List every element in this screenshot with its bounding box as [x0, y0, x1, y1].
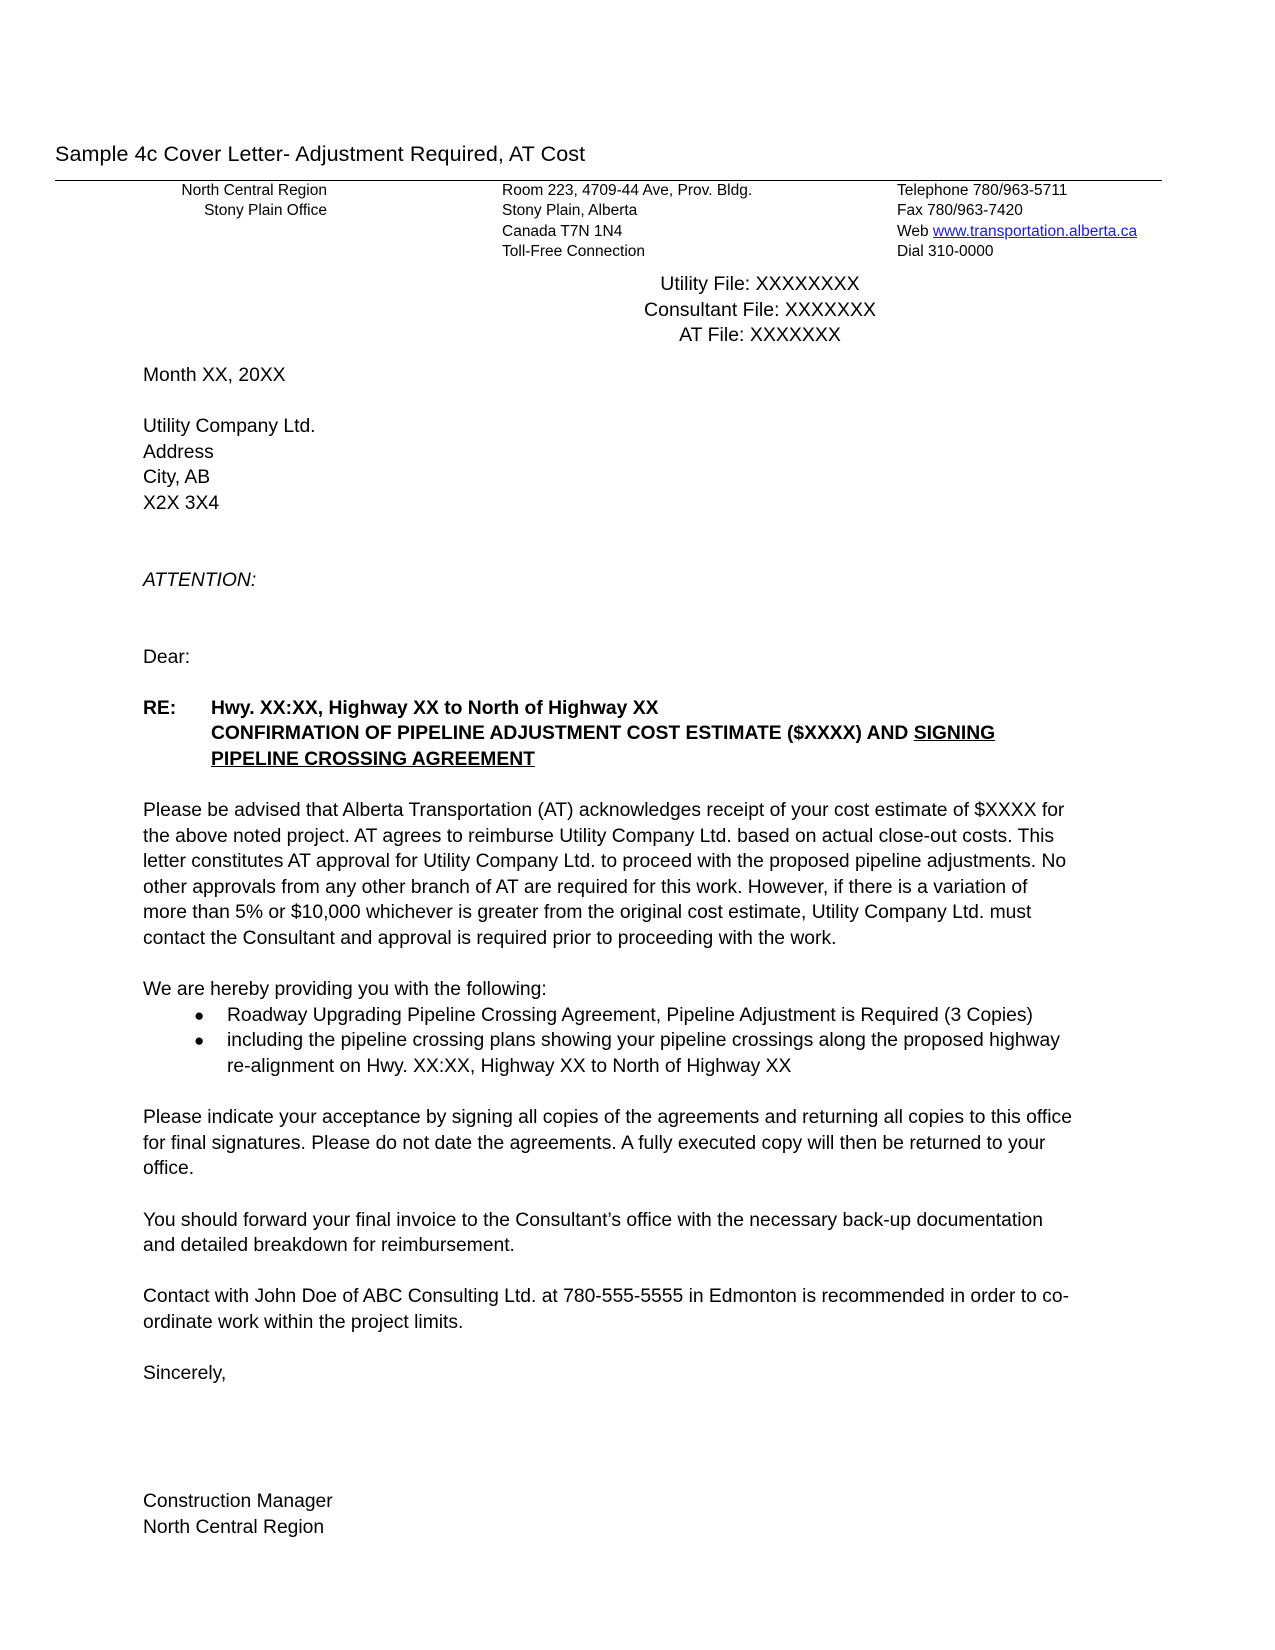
attention-line: ATTENTION: [143, 569, 257, 591]
letter-date: Month XX, 20XX [143, 365, 286, 386]
spacer [143, 1336, 1073, 1362]
spacer [143, 593, 1073, 619]
deliverables-list [143, 1003, 1073, 1080]
letterhead-address-line-4: Toll-Free Connection [502, 243, 646, 261]
letterhead-region-column [55, 181, 327, 222]
recipient-address: Address [143, 441, 214, 463]
bullet-icon: ● [194, 1005, 205, 1025]
closing: Sincerely, [143, 1363, 227, 1385]
paragraph-1: Please be advised that Alberta Transportation (AT) acknowledges receipt of your cost estimate of $XXXX for the above noted project. AT agrees to reimburse Utility Company Ltd. based on actual close-out costs. This letter constitutes AT approval for Utility Company Ltd. to proceed with the proposed pipeline adjustments. No other approvals from any other branch of AT are required for this work. However, if there is a variation of more than 5% or $10,000 whichever is greater from the original cost estimate, Utility Company Ltd. must contact the Consultant and approval is required prior to proceeding with the work. [143, 800, 1067, 950]
consultant-file-reference: Consultant File: XXXXXXX [644, 298, 876, 321]
letterhead-fax: Fax 780/963-7420 [897, 202, 1023, 220]
letterhead-address-line-1: Room 223, 4709-44 Ave, Prov. Bldg. [502, 182, 753, 199]
letterhead-web [897, 222, 1165, 242]
subject-label: RE: [143, 697, 177, 719]
spacer [143, 1182, 1073, 1208]
spacer [143, 1464, 1073, 1490]
recipient-postal-code: X2X 3X4 [143, 492, 220, 514]
spacer [143, 517, 1073, 543]
subject-line-2 [211, 721, 1073, 747]
spacer [143, 1438, 1073, 1464]
recipient-address-block [143, 414, 1073, 516]
letterhead-telephone: Telephone 780/963-5711 [897, 182, 1068, 199]
utility-file-reference: Utility File: XXXXXXXX [660, 273, 860, 295]
paragraph-3: Please indicate your acceptance by signing all copies of the agreements and returning all copies to this office for final signatures. Please do not date the agreements. A fully executed copy will then be returned to your office. [143, 1107, 1072, 1180]
list-item-label: Roadway Upgrading Pipeline Crossing Agreement, Pipeline Adjustment is Required (3 Copies) [227, 1004, 1033, 1026]
list-item [143, 1028, 1073, 1079]
spacer [143, 952, 1073, 978]
at-file-reference: AT File: XXXXXXX [679, 324, 841, 347]
subject-line-1: Hwy. XX:XX, Highway XX to North of Highway XX [211, 697, 659, 719]
subject-line-2-plain: CONFIRMATION OF PIPELINE ADJUSTMENT COST ESTIMATE ($XXXX) AND [211, 723, 914, 745]
page-title: Sample 4c Cover Letter- Adjustment Required, AT Cost [55, 142, 586, 166]
letterhead-address-line-2: Stony Plain, Alberta [502, 202, 638, 220]
subject-text [211, 696, 1073, 773]
subject-block [143, 696, 1073, 773]
paragraph-5: Contact with John Doe of ABC Consulting Ltd. at 780-555-5555 in Edmonton is recommended in order to co-ordinate work within the project limits. [143, 1286, 1070, 1333]
spacer [143, 1412, 1073, 1438]
letterhead-address-line-3: Canada T7N 1N4 [502, 222, 623, 240]
letterhead-region-line-2: Stony Plain Office [204, 202, 327, 220]
signature-block [143, 1489, 1073, 1540]
recipient-name: Utility Company Ltd. [143, 416, 316, 438]
list-item [143, 1003, 1073, 1029]
spacer [143, 389, 1073, 415]
letterhead-web-label: Web [897, 222, 933, 240]
list-item-label: including the pipeline crossing plans showing your pipeline crossings along the proposed highway re-alignment on Hwy. XX:XX, Highway XX to North of Highway XX [227, 1030, 1060, 1078]
letterhead [55, 181, 1165, 265]
recipient-city: City, AB [143, 467, 211, 489]
paragraph-2-intro: We are hereby providing you with the following: [143, 979, 547, 1001]
transportation-website-link[interactable]: www.transportation.alberta.ca [932, 222, 1138, 240]
spacer [143, 1387, 1073, 1413]
spacer [143, 1259, 1073, 1285]
letterhead-region-line-1: North Central Region [181, 182, 327, 199]
letter-body [143, 363, 1073, 1540]
spacer [143, 542, 1073, 568]
subject-line-3 [211, 747, 1073, 773]
bullet-icon: ● [194, 1031, 205, 1051]
signer-region: North Central Region [143, 1516, 325, 1538]
spacer [143, 619, 1073, 645]
spacer [143, 670, 1073, 696]
salutation: Dear: [143, 646, 191, 668]
signer-title: Construction Manager [143, 1491, 333, 1513]
subject-line-3-underlined: PIPELINE CROSSING AGREEMENT [211, 748, 535, 770]
file-reference-block [520, 272, 1000, 349]
paragraph-4: You should forward your final invoice to the Consultant’s office with the necessary back-up documentation and detailed breakdown for reimbursement. [143, 1209, 1043, 1257]
letterhead-address-column [502, 181, 842, 263]
subject-line-2-underlined: SIGNING [913, 723, 996, 745]
letterhead-contact-column [897, 181, 1165, 263]
letterhead-dial: Dial 310-0000 [897, 243, 994, 261]
spacer [143, 1080, 1073, 1106]
spacer [143, 773, 1073, 799]
